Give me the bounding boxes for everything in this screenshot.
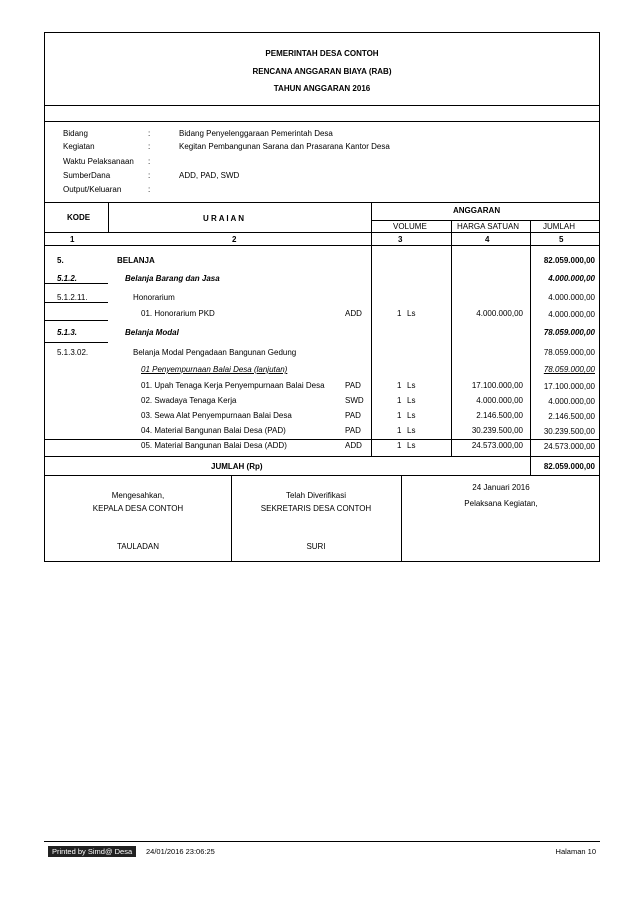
info-colon: : xyxy=(148,129,151,138)
row-uraian: Belanja Modal Pengadaan Bangunan Gedung xyxy=(133,348,297,357)
total-label: JUMLAH (Rp) xyxy=(211,462,263,471)
header-spacer-row xyxy=(44,105,600,122)
approver-name: TAULADAN xyxy=(116,542,160,551)
grid-line xyxy=(530,220,531,473)
approver-role: KEPALA DESA CONTOH xyxy=(92,504,184,513)
row-volume: 1 xyxy=(397,411,402,420)
col-header-uraian: U R A I A N xyxy=(203,214,245,223)
grid-line xyxy=(530,457,531,475)
grid-line xyxy=(371,203,372,456)
info-value: Kegitan Pembangunan Sarana dan Prasarana Kantor Desa xyxy=(179,142,390,151)
row-jumlah: 78.059.000,00 xyxy=(543,365,595,374)
row-uraian: Belanja Barang dan Jasa xyxy=(125,274,220,283)
info-label: SumberDana xyxy=(63,171,111,180)
info-label: Waktu Pelaksanaan xyxy=(63,157,134,166)
row-source: SWD xyxy=(345,396,364,405)
row-jumlah: 24.573.000,00 xyxy=(543,442,595,451)
row-kode: 5. xyxy=(57,256,64,265)
grid-line xyxy=(108,203,109,232)
row-volume: 1 xyxy=(397,426,402,435)
row-unit: Ls xyxy=(407,426,416,435)
info-row-sumberdana xyxy=(45,171,599,185)
row-uraian: 01 Penyempurnaan Balai Desa (lanjutan) xyxy=(141,365,288,374)
row-unit: Ls xyxy=(407,309,416,318)
row-unit: Ls xyxy=(407,411,416,420)
grid-line xyxy=(45,342,108,343)
info-row-waktu xyxy=(45,157,599,171)
header-line-3: TAHUN ANGGARAN 2016 xyxy=(273,84,371,93)
page-number: Halaman 10 xyxy=(555,847,596,856)
footer-rule xyxy=(44,841,600,842)
row-uraian: Honorarium xyxy=(133,293,175,302)
col-header-jumlah: JUMLAH xyxy=(543,222,576,231)
col-header-kode: KODE xyxy=(67,213,91,222)
header-line-2: RENCANA ANGGARAN BIAYA (RAB) xyxy=(252,67,392,76)
signature-block xyxy=(44,475,600,562)
row-jumlah: 17.100.000,00 xyxy=(543,382,595,391)
row-jumlah: 4.000.000,00 xyxy=(548,293,595,302)
row-jumlah: 4.000.000,00 xyxy=(548,310,595,319)
info-row-output xyxy=(45,185,599,199)
col-number: 5 xyxy=(559,235,564,244)
col-number: 4 xyxy=(485,235,490,244)
row-jumlah: 78.059.000,00 xyxy=(543,328,595,337)
info-value: Bidang Penyelenggaraan Pemerintah Desa xyxy=(179,129,333,138)
col-number: 1 xyxy=(70,235,75,244)
row-volume: 1 xyxy=(397,441,402,450)
col-number: 3 xyxy=(398,235,403,244)
row-unit: Ls xyxy=(407,441,416,450)
row-volume: 1 xyxy=(397,309,402,318)
col-number: 2 xyxy=(232,235,237,244)
row-jumlah: 4.000.000,00 xyxy=(548,274,595,283)
grid-line xyxy=(45,245,599,246)
row-uraian: 01. Honorarium PKD xyxy=(141,309,215,318)
verifier-role: SEKRETARIS DESA CONTOH xyxy=(260,504,372,513)
col-header-volume: VOLUME xyxy=(393,222,427,231)
info-row-kegiatan xyxy=(45,142,599,156)
row-volume: 1 xyxy=(397,381,402,390)
info-colon: : xyxy=(148,171,151,180)
sign-date: 24 Januari 2016 xyxy=(472,483,530,492)
row-harga: 2.146.500,00 xyxy=(476,411,523,420)
row-harga: 24.573.000,00 xyxy=(471,441,523,450)
row-uraian: 01. Upah Tenaga Kerja Penyempurnaan Balai Desa xyxy=(141,381,325,390)
executor-role: Pelaksana Kegiatan, xyxy=(464,499,538,508)
row-uraian: 03. Sewa Alat Penyempurnaan Balai Desa xyxy=(141,411,292,420)
grid-line xyxy=(45,439,599,440)
info-label: Kegiatan xyxy=(63,142,95,151)
row-jumlah: 4.000.000,00 xyxy=(548,397,595,406)
total-value: 82.059.000,00 xyxy=(543,462,595,471)
grid-line xyxy=(451,220,452,456)
print-datetime: 24/01/2016 23:06:25 xyxy=(146,847,215,856)
info-label: Output/Keluaran xyxy=(63,185,122,194)
info-value: ADD, PAD, SWD xyxy=(179,171,240,180)
verifier-title: Telah Diverifikasi xyxy=(285,491,347,500)
row-volume: 1 xyxy=(397,396,402,405)
activity-info xyxy=(44,121,600,203)
row-uraian: 02. Swadaya Tenaga Kerja xyxy=(141,396,237,405)
row-source: PAD xyxy=(345,411,361,420)
row-uraian: 05. Material Bangunan Balai Desa (ADD) xyxy=(141,441,287,450)
info-colon: : xyxy=(148,157,151,166)
total-row xyxy=(44,456,600,476)
approver-title: Mengesahkan, xyxy=(111,491,165,500)
row-jumlah: 2.146.500,00 xyxy=(548,412,595,421)
info-row-bidang xyxy=(45,129,599,143)
row-uraian: Belanja Modal xyxy=(125,328,179,337)
row-unit: Ls xyxy=(407,396,416,405)
report-header xyxy=(44,32,600,106)
row-source: PAD xyxy=(345,426,361,435)
row-uraian: 04. Material Bangunan Balai Desa (PAD) xyxy=(141,426,286,435)
row-jumlah: 30.239.500,00 xyxy=(543,427,595,436)
budget-table xyxy=(44,202,600,457)
grid-line xyxy=(371,220,600,221)
grid-line xyxy=(45,232,599,233)
row-source: ADD xyxy=(345,309,362,318)
col-header-anggaran: ANGGARAN xyxy=(453,206,501,215)
row-source: PAD xyxy=(345,381,361,390)
row-jumlah: 78.059.000,00 xyxy=(543,348,595,357)
page-footer xyxy=(44,841,600,857)
row-jumlah: 82.059.000,00 xyxy=(543,256,595,265)
row-kode: 5.1.2.11. xyxy=(57,293,88,302)
printed-by-badge: Printed by Simd@ Desa xyxy=(48,846,136,857)
col-header-harga: HARGA SATUAN xyxy=(457,222,520,231)
row-uraian: BELANJA xyxy=(117,256,155,265)
row-kode: 5.1.3.02. xyxy=(57,348,89,357)
verifier-name: SURI xyxy=(306,542,326,551)
header-line-1: PEMERINTAH DESA CONTOH xyxy=(265,49,379,58)
row-source: ADD xyxy=(345,441,362,450)
row-harga: 4.000.000,00 xyxy=(476,396,523,405)
info-colon: : xyxy=(148,185,151,194)
row-unit: Ls xyxy=(407,381,416,390)
info-label: Bidang xyxy=(63,129,88,138)
row-harga: 17.100.000,00 xyxy=(471,381,523,390)
row-kode: 5.1.3. xyxy=(57,328,78,337)
row-harga: 30.239.500,00 xyxy=(471,426,523,435)
grid-line xyxy=(45,320,108,321)
row-harga: 4.000.000,00 xyxy=(476,309,523,318)
row-kode: 5.1.2. xyxy=(57,274,78,283)
info-colon: : xyxy=(148,142,151,151)
